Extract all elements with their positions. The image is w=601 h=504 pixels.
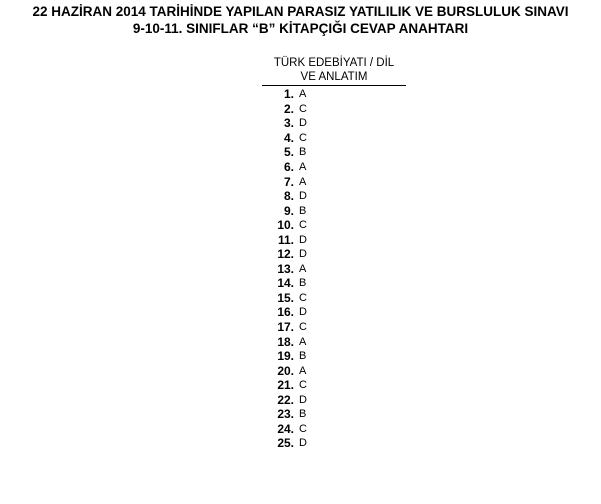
question-number: 17.: [277, 320, 294, 335]
answer-letter: A: [299, 175, 307, 188]
question-number: 20.: [277, 363, 294, 378]
question-number: 12.: [277, 247, 294, 262]
answer-row: [262, 87, 406, 102]
question-number: 25.: [277, 436, 294, 451]
answer-letter: A: [299, 88, 307, 101]
answer-row: [262, 131, 406, 146]
question-number: 16.: [277, 305, 294, 320]
answer-row: [262, 276, 406, 291]
answer-letter: D: [299, 190, 307, 203]
question-number: 4.: [283, 130, 294, 145]
answer-letter: A: [299, 262, 307, 275]
answer-letter: B: [299, 408, 307, 421]
question-number: 3.: [283, 116, 294, 131]
answer-row: [262, 218, 406, 233]
question-number: 18.: [277, 334, 294, 349]
answer-list: [262, 87, 406, 451]
question-number: 1.: [283, 87, 294, 102]
answer-row: [262, 392, 406, 407]
answer-row: [262, 160, 406, 175]
answer-row: [262, 305, 406, 320]
question-number: 15.: [277, 290, 294, 305]
answer-row: [262, 116, 406, 131]
document-title: 22 HAZİRAN 2014 TARİHİNDE YAPILAN PARASIZ YATILILIK VE BURSLULUK SINAVI: [32, 4, 569, 19]
question-number: 5.: [283, 145, 294, 160]
subject-header-line1: TÜRK EDEBİYATI / DİL: [273, 57, 395, 69]
question-number: 9.: [283, 203, 294, 218]
question-number: 7.: [283, 174, 294, 189]
answer-row: [262, 436, 406, 451]
question-number: 14.: [277, 276, 294, 291]
answer-row: [262, 232, 406, 247]
answer-letter: C: [299, 131, 307, 144]
answer-letter: D: [299, 393, 307, 406]
answer-letter: C: [299, 379, 307, 392]
question-number: 8.: [283, 189, 294, 204]
question-number: 19.: [277, 349, 294, 364]
answer-letter: D: [299, 437, 307, 450]
answer-row: [262, 334, 406, 349]
document-subtitle: 9-10-11. SINIFLAR “B” KİTAPÇIĞI CEVAP ANAHTARI: [132, 21, 469, 36]
answer-letter: D: [299, 306, 307, 319]
question-number: 2.: [283, 101, 294, 116]
question-number: 13.: [277, 261, 294, 276]
answer-row: [262, 378, 406, 393]
answer-row: [262, 203, 406, 218]
answer-row: [262, 349, 406, 364]
answer-row: [262, 247, 406, 262]
answer-letter: A: [299, 364, 307, 377]
answer-row: [262, 262, 406, 277]
answer-letter: C: [299, 422, 307, 435]
answer-letter: C: [299, 102, 307, 115]
answer-letter: C: [299, 219, 307, 232]
answer-letter: D: [299, 248, 307, 261]
subject-header: [262, 56, 406, 86]
answer-row: [262, 102, 406, 117]
question-number: 21.: [277, 378, 294, 393]
answer-letter: A: [299, 161, 307, 173]
answer-row: [262, 320, 406, 335]
answer-letter: B: [299, 277, 307, 290]
answer-row: [262, 291, 406, 306]
answer-letter: C: [299, 291, 307, 304]
question-number: 23.: [277, 407, 294, 422]
answer-row: [262, 363, 406, 378]
answer-letter: B: [299, 146, 307, 159]
answer-row: [262, 422, 406, 437]
answer-letter: A: [299, 335, 307, 348]
subject-header-line2: VE ANLATIM: [300, 71, 368, 83]
answer-letter: B: [299, 350, 307, 363]
answer-key-table: [262, 56, 406, 451]
answer-letter: D: [299, 233, 307, 246]
answer-row: [262, 174, 406, 189]
answer-row: [262, 145, 406, 160]
question-number: 6.: [283, 160, 294, 174]
question-number: 11.: [277, 232, 294, 247]
question-number: 24.: [277, 421, 294, 436]
question-number: 10.: [277, 218, 294, 233]
answer-row: [262, 189, 406, 204]
answer-row: [262, 407, 406, 422]
answer-letter: B: [299, 204, 307, 217]
answer-letter: D: [299, 117, 307, 130]
answer-letter: C: [299, 321, 307, 334]
question-number: 22.: [277, 392, 294, 407]
